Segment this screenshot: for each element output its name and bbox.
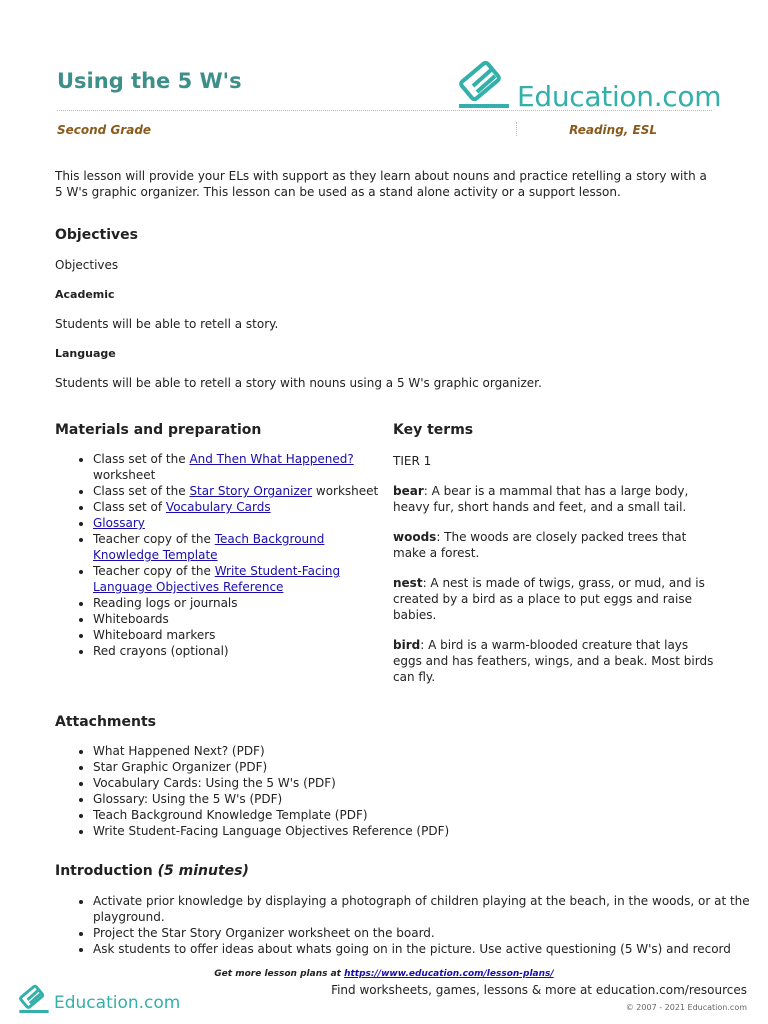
- tier-label: TIER 1: [393, 454, 432, 468]
- list-item: [93, 515, 383, 531]
- list-item: • Red crayons (optional): [93, 643, 383, 659]
- lesson-title: Using the 5 W's: [57, 69, 242, 93]
- list-item: • Teacher copy of the Write Student-Facing Language Objectives Reference: [93, 563, 383, 595]
- vocabulary-cards-link[interactable]: Vocabulary Cards: [165, 500, 271, 514]
- footer-logo-text: Education.com: [54, 993, 181, 1013]
- list-item: • Whiteboard markers: [93, 627, 383, 643]
- lesson-plans-link[interactable]: https://www.education.com/lesson-plans/: [344, 969, 554, 979]
- teach-background-knowledge-link[interactable]: Teach Background Knowledge Template: [93, 532, 325, 562]
- intro-paragraph: This lesson will provide your ELs with support as they learn about nouns and practice retelling a story with a 5 W's graphic organizer. This lesson can be used as a stand alone activity or a support lesson.: [55, 169, 707, 199]
- education-logo-icon: [17, 982, 51, 1014]
- list-item: • Reading logs or journals: [93, 595, 383, 611]
- header-divider: [57, 110, 712, 111]
- list-item: • Class set of Vocabulary Cards: [93, 499, 383, 515]
- attachments-heading: Attachments: [55, 714, 157, 730]
- academic-heading: Academic: [55, 288, 115, 301]
- introduction-heading: Introduction (5 minutes): [55, 863, 249, 879]
- education-logo-icon: [455, 56, 513, 110]
- list-item: • Activate prior knowledge by displaying a photograph of children playing at the beach, in the woods, or at the playground.: [93, 893, 758, 925]
- attachment-item[interactable]: • Star Graphic Organizer (PDF): [93, 759, 753, 775]
- list-item: • Class set of the And Then What Happened? worksheet: [93, 451, 383, 483]
- attachment-item[interactable]: • Write Student-Facing Language Objectives Reference (PDF): [93, 823, 753, 839]
- attachment-item[interactable]: • Vocabulary Cards: Using the 5 W's (PDF): [93, 775, 753, 791]
- language-objective: Students will be able to retell a story with nouns using a 5 W's graphic organizer.: [55, 376, 542, 390]
- list-item: • Ask students to offer ideas about whats going on in the picture. Use active questioning (5 W's) and record: [93, 941, 758, 957]
- subject-label: Reading, ESL: [569, 123, 657, 137]
- objectives-label: Objectives: [55, 258, 119, 272]
- key-term-bird: bird: A bird is a warm-blooded creature that lays eggs and has feathers, wings, and a beak. Most birds can fly.: [393, 638, 714, 684]
- key-term-bear: bear: A bear is a mammal that has a large body, heavy fur, short hands and feet, and a small tail.: [393, 484, 689, 514]
- materials-heading: Materials and preparation: [55, 422, 262, 438]
- attachment-item[interactable]: • Teach Background Knowledge Template (PDF): [93, 807, 753, 823]
- grade-label: Second Grade: [57, 123, 152, 137]
- education-logo-text: Education.com: [517, 80, 722, 113]
- write-language-objectives-link[interactable]: Write Student-Facing Language Objectives Reference: [93, 564, 341, 594]
- materials-list: [55, 451, 383, 659]
- list-item: • Class set of the Star Story Organizer worksheet: [93, 483, 383, 499]
- academic-objective: Students will be able to retell a story.: [55, 317, 279, 331]
- and-then-what-happened-link[interactable]: And Then What Happened?: [189, 452, 354, 466]
- introduction-duration: (5 minutes): [157, 863, 249, 879]
- footer-find-text: Find worksheets, games, lessons & more at education.com/resources: [331, 983, 747, 997]
- education-logo[interactable]: [455, 56, 725, 112]
- footer-promo: Get more lesson plans at https://www.education.com/lesson-plans/: [214, 969, 554, 979]
- list-item: • Whiteboards: [93, 611, 383, 627]
- glossary-link[interactable]: Glossary: [93, 516, 145, 530]
- attachment-item[interactable]: • Glossary: Using the 5 W's (PDF): [93, 791, 753, 807]
- key-term-woods: woods: The woods are closely packed trees that make a forest.: [393, 530, 687, 560]
- star-story-organizer-link[interactable]: Star Story Organizer: [189, 484, 313, 498]
- objectives-heading: Objectives: [55, 227, 138, 243]
- footer-copyright: © 2007 - 2021 Education.com: [625, 1003, 747, 1012]
- attachment-item[interactable]: • What Happened Next? (PDF): [93, 743, 753, 759]
- key-term-nest: nest: A nest is made of twigs, grass, or mud, and is created by a bird as a place to put eggs and raise babies.: [393, 576, 705, 622]
- attachments-list: [55, 743, 753, 839]
- key-terms-heading: Key terms: [393, 422, 474, 438]
- introduction-list: [55, 893, 758, 957]
- footer-education-logo[interactable]: [17, 982, 181, 1016]
- list-item: • Project the Star Story Organizer worksheet on the board.: [93, 925, 758, 941]
- header-vertical-divider: [516, 122, 517, 136]
- language-heading: Language: [55, 347, 116, 360]
- list-item: • Teacher copy of the Teach Background Knowledge Template: [93, 531, 383, 563]
